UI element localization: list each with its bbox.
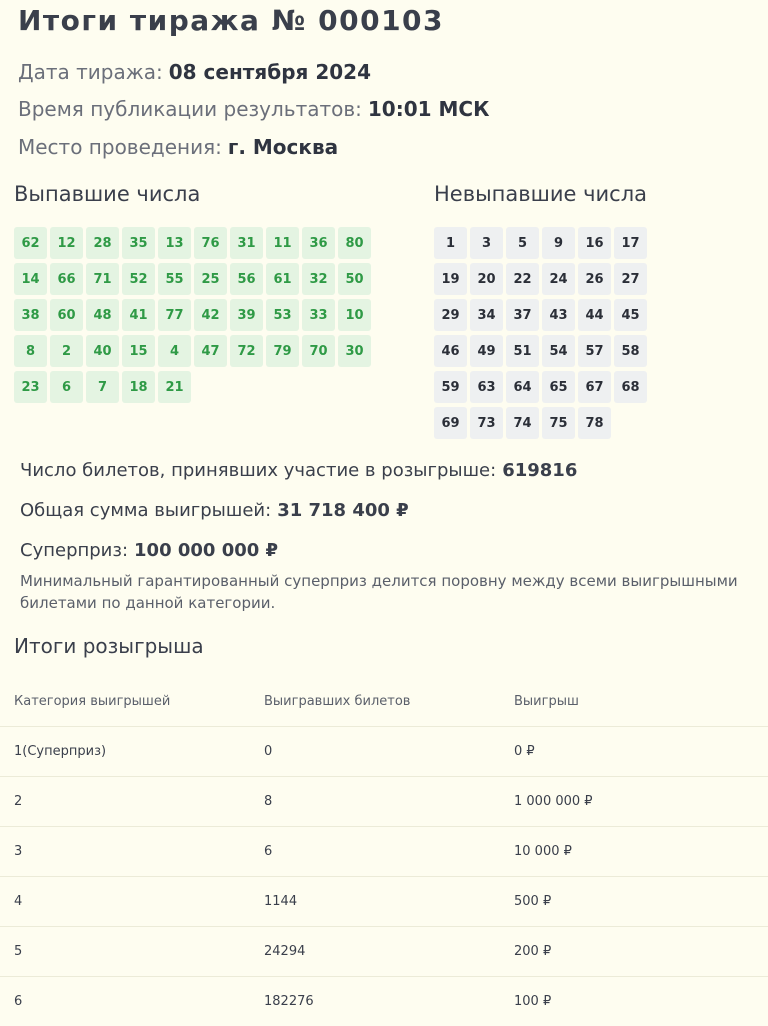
publish-time-label: Время публикации результатов: xyxy=(18,97,362,121)
draw-date xyxy=(18,60,371,84)
drawn-number: 41 xyxy=(122,299,155,331)
undrawn-number: 51 xyxy=(506,335,539,367)
drawn-number: 50 xyxy=(338,263,371,295)
undrawn-number: 68 xyxy=(614,371,647,403)
drawn-number: 42 xyxy=(194,299,227,331)
drawn-number: 52 xyxy=(122,263,155,295)
row-prize: 10 000 ₽ xyxy=(514,827,768,877)
undrawn-number: 64 xyxy=(506,371,539,403)
undrawn-number: 44 xyxy=(578,299,611,331)
undrawn-numbers-grid xyxy=(434,227,647,439)
undrawn-number: 45 xyxy=(614,299,647,331)
row-category: 4 xyxy=(0,877,264,927)
drawn-number: 53 xyxy=(266,299,299,331)
undrawn-number: 49 xyxy=(470,335,503,367)
undrawn-number: 34 xyxy=(470,299,503,331)
undrawn-number: 16 xyxy=(578,227,611,259)
undrawn-number: 19 xyxy=(434,263,467,295)
row-prize: 1 000 000 ₽ xyxy=(514,777,768,827)
drawn-number: 25 xyxy=(194,263,227,295)
drawn-number: 2 xyxy=(50,335,83,367)
row-winners: 182276 xyxy=(264,977,514,1026)
tickets-count-label: Число билетов, принявших участие в розыгрыше: xyxy=(20,460,496,481)
table-row xyxy=(0,827,768,877)
undrawn-number: 22 xyxy=(506,263,539,295)
drawn-number: 38 xyxy=(14,299,47,331)
drawn-number: 79 xyxy=(266,335,299,367)
undrawn-number: 5 xyxy=(506,227,539,259)
undrawn-number: 29 xyxy=(434,299,467,331)
table-row xyxy=(0,777,768,827)
drawn-number: 70 xyxy=(302,335,335,367)
undrawn-number: 65 xyxy=(542,371,575,403)
undrawn-number: 9 xyxy=(542,227,575,259)
drawn-numbers-grid xyxy=(14,227,371,403)
row-category: 2 xyxy=(0,777,264,827)
table-row xyxy=(0,877,768,927)
undrawn-number: 26 xyxy=(578,263,611,295)
drawn-number: 72 xyxy=(230,335,263,367)
undrawn-number: 73 xyxy=(470,407,503,439)
drawn-number: 8 xyxy=(14,335,47,367)
results-heading: Итоги розыгрыша xyxy=(14,634,204,658)
drawn-number: 33 xyxy=(302,299,335,331)
drawn-number: 15 xyxy=(122,335,155,367)
undrawn-number: 20 xyxy=(470,263,503,295)
drawn-number: 13 xyxy=(158,227,191,259)
drawn-number: 39 xyxy=(230,299,263,331)
drawn-number: 77 xyxy=(158,299,191,331)
drawn-number: 60 xyxy=(50,299,83,331)
undrawn-number: 43 xyxy=(542,299,575,331)
drawn-number: 18 xyxy=(122,371,155,403)
undrawn-number: 69 xyxy=(434,407,467,439)
row-category: 3 xyxy=(0,827,264,877)
drawn-number: 61 xyxy=(266,263,299,295)
undrawn-number: 78 xyxy=(578,407,611,439)
drawn-number: 36 xyxy=(302,227,335,259)
drawn-number: 23 xyxy=(14,371,47,403)
superprize-note: Минимальный гарантированный суперприз делится поровну между всеми выигрышными билетами по данной категории. xyxy=(20,570,740,614)
total-winnings-label: Общая сумма выигрышей: xyxy=(20,500,271,521)
drawn-number: 35 xyxy=(122,227,155,259)
row-category: 5 xyxy=(0,927,264,977)
row-winners: 24294 xyxy=(264,927,514,977)
undrawn-numbers-heading: Невыпавшие числа xyxy=(434,182,647,206)
drawn-number: 40 xyxy=(86,335,119,367)
row-winners: 1144 xyxy=(264,877,514,927)
column-header-category: Категория выигрышей xyxy=(0,676,264,727)
undrawn-number: 24 xyxy=(542,263,575,295)
undrawn-number: 58 xyxy=(614,335,647,367)
drawn-number: 55 xyxy=(158,263,191,295)
table-row xyxy=(0,927,768,977)
drawn-number: 11 xyxy=(266,227,299,259)
publish-time xyxy=(18,97,489,121)
drawn-number: 31 xyxy=(230,227,263,259)
drawn-number: 56 xyxy=(230,263,263,295)
drawn-number: 6 xyxy=(50,371,83,403)
drawn-number: 21 xyxy=(158,371,191,403)
total-winnings-value: 31 718 400 ₽ xyxy=(277,500,409,521)
undrawn-number: 59 xyxy=(434,371,467,403)
drawn-numbers-heading: Выпавшие числа xyxy=(14,182,200,206)
superprize-value: 100 000 000 ₽ xyxy=(134,540,278,561)
undrawn-number: 75 xyxy=(542,407,575,439)
draw-place-value: г. Москва xyxy=(228,135,338,159)
row-winners: 6 xyxy=(264,827,514,877)
undrawn-number: 3 xyxy=(470,227,503,259)
drawn-number: 7 xyxy=(86,371,119,403)
row-category: 1(Суперприз) xyxy=(0,727,264,777)
page-title: Итоги тиража № 000103 xyxy=(18,4,444,37)
undrawn-number: 17 xyxy=(614,227,647,259)
tickets-count-value: 619816 xyxy=(502,460,577,481)
publish-time-value: 10:01 МСК xyxy=(368,97,490,121)
drawn-number: 4 xyxy=(158,335,191,367)
drawn-number: 14 xyxy=(14,263,47,295)
total-winnings xyxy=(20,500,409,521)
row-prize: 100 ₽ xyxy=(514,977,768,1026)
draw-date-label: Дата тиража: xyxy=(18,60,163,84)
undrawn-number: 46 xyxy=(434,335,467,367)
drawn-number: 12 xyxy=(50,227,83,259)
undrawn-number: 63 xyxy=(470,371,503,403)
undrawn-number: 54 xyxy=(542,335,575,367)
undrawn-number: 67 xyxy=(578,371,611,403)
row-prize: 0 ₽ xyxy=(514,727,768,777)
drawn-number: 30 xyxy=(338,335,371,367)
row-winners: 0 xyxy=(264,727,514,777)
draw-place-label: Место проведения: xyxy=(18,135,222,159)
drawn-number: 32 xyxy=(302,263,335,295)
drawn-number: 66 xyxy=(50,263,83,295)
drawn-number: 48 xyxy=(86,299,119,331)
column-header-prize: Выигрыш xyxy=(514,676,768,727)
drawn-number: 28 xyxy=(86,227,119,259)
drawn-number: 47 xyxy=(194,335,227,367)
results-table xyxy=(0,676,768,1026)
draw-date-value: 08 сентября 2024 xyxy=(169,60,371,84)
row-winners: 8 xyxy=(264,777,514,827)
superprize-label: Суперприз: xyxy=(20,540,128,561)
table-row xyxy=(0,727,768,777)
drawn-number: 71 xyxy=(86,263,119,295)
row-prize: 500 ₽ xyxy=(514,877,768,927)
undrawn-number: 74 xyxy=(506,407,539,439)
drawn-number: 10 xyxy=(338,299,371,331)
row-category: 6 xyxy=(0,977,264,1026)
drawn-number: 62 xyxy=(14,227,47,259)
results-header-row xyxy=(0,676,768,727)
superprize xyxy=(20,540,278,561)
undrawn-number: 37 xyxy=(506,299,539,331)
row-prize: 200 ₽ xyxy=(514,927,768,977)
table-row xyxy=(0,977,768,1026)
tickets-count xyxy=(20,460,577,481)
drawn-number: 76 xyxy=(194,227,227,259)
undrawn-number: 27 xyxy=(614,263,647,295)
column-header-winners: Выигравших билетов xyxy=(264,676,514,727)
undrawn-number: 57 xyxy=(578,335,611,367)
draw-place xyxy=(18,135,338,159)
undrawn-number: 1 xyxy=(434,227,467,259)
drawn-number: 80 xyxy=(338,227,371,259)
